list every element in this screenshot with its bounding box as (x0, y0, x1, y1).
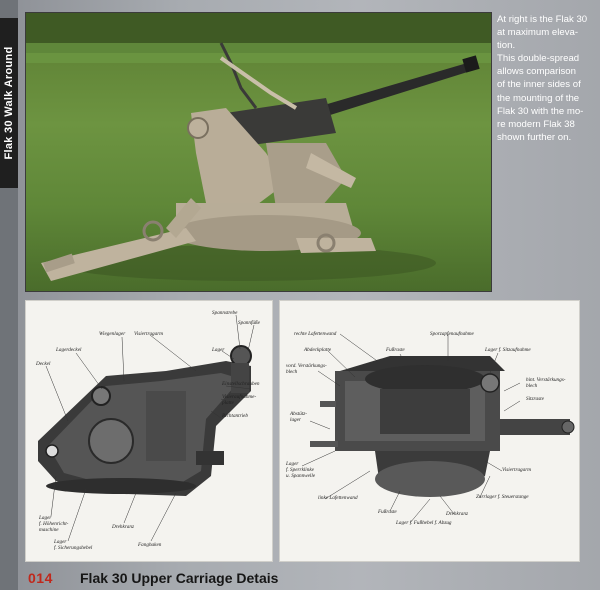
page-footer (0, 566, 600, 590)
label-visieraufnahmeplatte: Visieraufnahme- platte (222, 394, 257, 406)
label-visiertragarm: Visiertragarm (134, 331, 164, 337)
label-sperrklinke: Lager f. Sperrklinke u. Spannwelle (286, 461, 316, 479)
right-outrigger (296, 238, 376, 253)
label-abzug: Lager f. Fußhebel f. Abzug (396, 520, 452, 526)
label-sicherungshebel: Lager f. Sicherungshebel (54, 539, 93, 551)
caption-line: at maximum eleva- (497, 27, 579, 39)
caption-line: shown further on. (497, 131, 572, 143)
photo-caption (497, 13, 597, 144)
label-hoehenrichtmaschine: Lager f. Höhenricht- maschine (39, 515, 69, 533)
diagram-left-plate (25, 300, 273, 562)
caption-line: tion. (497, 40, 516, 52)
label-abdeckplatte: Abdeckplatte (304, 347, 332, 353)
label-einstellschrauben: Einstellschrauben (222, 381, 260, 387)
label-verstaerkungsblech-vorn: vord. Verstärkungs- blech (286, 363, 327, 375)
label-sitzaufnahme: Lager f. Sitzaufnahme (485, 347, 531, 353)
label-lager: Lager (212, 347, 225, 353)
label-spannfuesse: Spannfüße (238, 320, 260, 326)
label-abstuetzlager: Abstütz- lager (290, 411, 308, 423)
label-wiegenlager: Wiegenlager (99, 331, 126, 337)
caption-line: This double-spread (497, 53, 580, 65)
label-rechte-lafettenwand: rechte Lafettenwand (294, 331, 337, 337)
caption-line: the mounting of the (497, 92, 580, 104)
side-tab-label: Flak 30 Walk Around (3, 46, 15, 160)
caption-line: allows comparison (497, 66, 576, 78)
label-fussraste: Fußraste (386, 347, 405, 353)
label-drehkranz: Drehkranz (446, 511, 468, 517)
caption-line: of the inner sides of (497, 79, 581, 91)
caption-line: At right is the Flak 30 (497, 14, 588, 25)
side-tab (0, 18, 18, 188)
label-sporzapfenaufnahme: Sporzapfenaufnahme (430, 331, 474, 337)
page-number: 014 (28, 570, 53, 586)
label-drehkranz: Drehkranz (112, 524, 134, 530)
label-deckel: Deckel (36, 361, 51, 367)
flak30-photo-drawing (26, 13, 492, 292)
diagram-right-plate (279, 300, 580, 562)
caption-line: Flak 30 with the mo- (497, 105, 584, 117)
label-fanghaken: Fanghaken (138, 542, 162, 548)
label-linke-lafettenwand: linke Lafettenwand (318, 495, 358, 501)
flak30-photo (25, 12, 492, 292)
label-lagerdeckel: Lagerdeckel (56, 347, 82, 353)
page-title: Flak 30 Upper Carriage Detais (80, 570, 279, 586)
label-fussraste-2: Fußraste (378, 509, 397, 515)
label-steuerstange: Zurrlager f. Steuerstange (476, 494, 529, 500)
caption-line: re modern Flak 38 (497, 118, 575, 130)
label-richtantrieb: Richtantrieb (222, 413, 248, 419)
label-verstaerkungsblech-hinten: hint. Verstärkungs- blech (526, 377, 566, 389)
label-visiertragarm: Visiertragarm (502, 467, 532, 473)
label-spannstrebe: Spannstrebe (212, 310, 238, 316)
label-sitzraste: Sitzraste (526, 396, 544, 402)
